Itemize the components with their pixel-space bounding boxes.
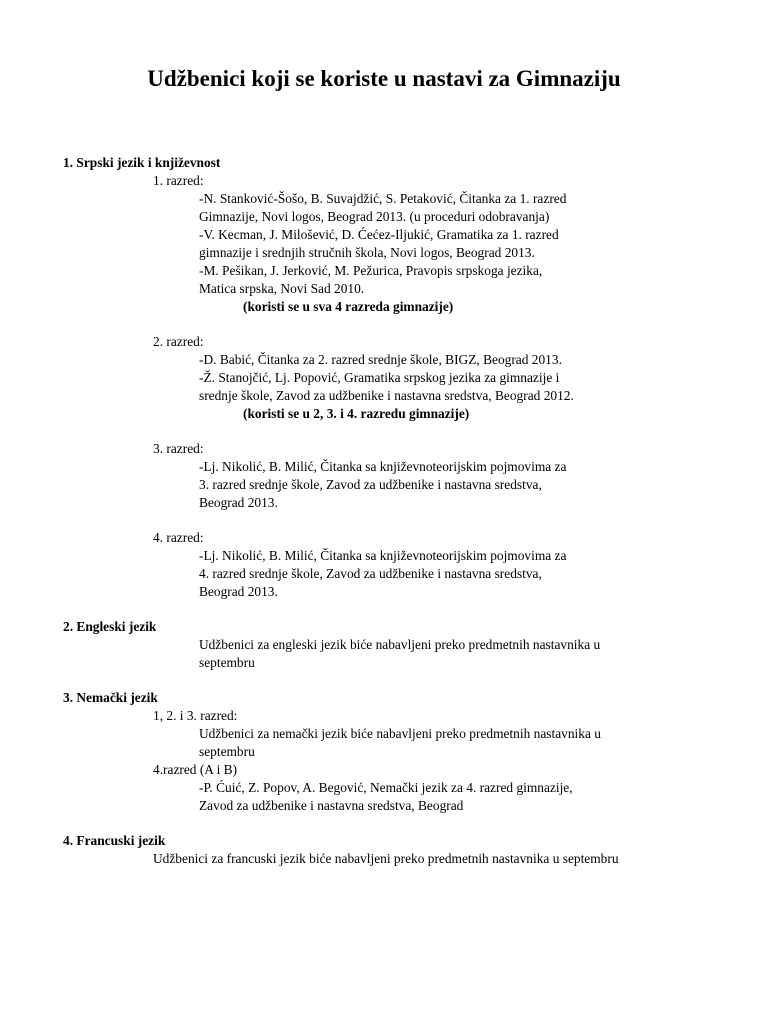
page-title: Udžbenici koji se koriste u nastavi za Gimnaziju (147, 66, 621, 91)
textbook-line: -D. Babić, Čitanka za 2. razred srednje škole, BIGZ, Beograd 2013. (199, 352, 562, 367)
textbook-line: -Lj. Nikolić, B. Milić, Čitanka sa književnoteorijskim pojmovima za (199, 459, 567, 474)
info-line: Udžbenici za engleski jezik biće nabavljeni preko predmetnih nastavnika u (199, 637, 601, 652)
textbook-line: gimnazije i srednjih stručnih škola, Novi logos, Beograd 2013. (199, 245, 535, 260)
info-line: Udžbenici za francuski jezik biće nabavljeni preko predmetnih nastavnika u septembru (153, 851, 619, 866)
grade-label: 3. razred: (153, 441, 204, 456)
textbook-line: -V. Kecman, J. Milošević, D. Ćećez-Iljukić, Gramatika za 1. razred (199, 227, 559, 242)
textbook-line: Gimnazije, Novi logos, Beograd 2013. (u proceduri odobravanja) (199, 209, 550, 224)
textbook-line: -N. Stanković-Šošo, B. Suvajdžić, S. Petaković, Čitanka za 1. razred (199, 191, 567, 206)
section-heading-nemacki: 3. Nemački jezik (63, 690, 158, 705)
section-heading-francuski: 4. Francuski jezik (63, 833, 166, 848)
grade-label: 1, 2. i 3. razred: (153, 708, 238, 723)
textbook-line: srednje škole, Zavod za udžbenike i nastavna sredstva, Beograd 2012. (199, 388, 574, 403)
textbook-line: Zavod za udžbenike i nastavna sredstva, Beograd (199, 798, 464, 813)
info-line: Udžbenici za nemački jezik biće nabavljeni preko predmetnih nastavnika u (199, 726, 601, 741)
textbook-line: -P. Ćuić, Z. Popov, A. Begović, Nemački jezik za 4. razred gimnazije, (199, 780, 573, 795)
usage-note: (koristi se u sva 4 razreda gimnazije) (243, 299, 454, 314)
grade-label: 4. razred: (153, 530, 204, 545)
usage-note: (koristi se u 2, 3. i 4. razredu gimnazije) (243, 406, 470, 421)
textbook-line: 4. razred srednje škole, Zavod za udžbenike i nastavna sredstva, (199, 566, 542, 581)
info-line: septembru (199, 744, 255, 759)
textbook-line: 3. razred srednje škole, Zavod za udžbenike i nastavna sredstva, (199, 477, 542, 492)
info-line: septembru (199, 655, 255, 670)
textbook-line: -Ž. Stanojčić, Lj. Popović, Gramatika srpskog jezika za gimnazije i (199, 370, 560, 385)
textbook-line: Beograd 2013. (199, 495, 278, 510)
textbook-line: Matica srpska, Novi Sad 2010. (199, 281, 365, 296)
textbook-line: Beograd 2013. (199, 584, 278, 599)
textbook-line: -Lj. Nikolić, B. Milić, Čitanka sa književnoteorijskim pojmovima za (199, 548, 567, 563)
grade-label: 2. razred: (153, 334, 204, 349)
grade-label: 1. razred: (153, 173, 204, 188)
grade-label: 4.razred (A i B) (153, 762, 238, 777)
textbook-line: -M. Pešikan, J. Jerković, M. Pežurica, Pravopis srpskoga jezika, (199, 263, 543, 278)
section-heading-engleski: 2. Engleski jezik (63, 619, 157, 634)
section-heading-srpski: 1. Srpski jezik i književnost (63, 155, 221, 170)
